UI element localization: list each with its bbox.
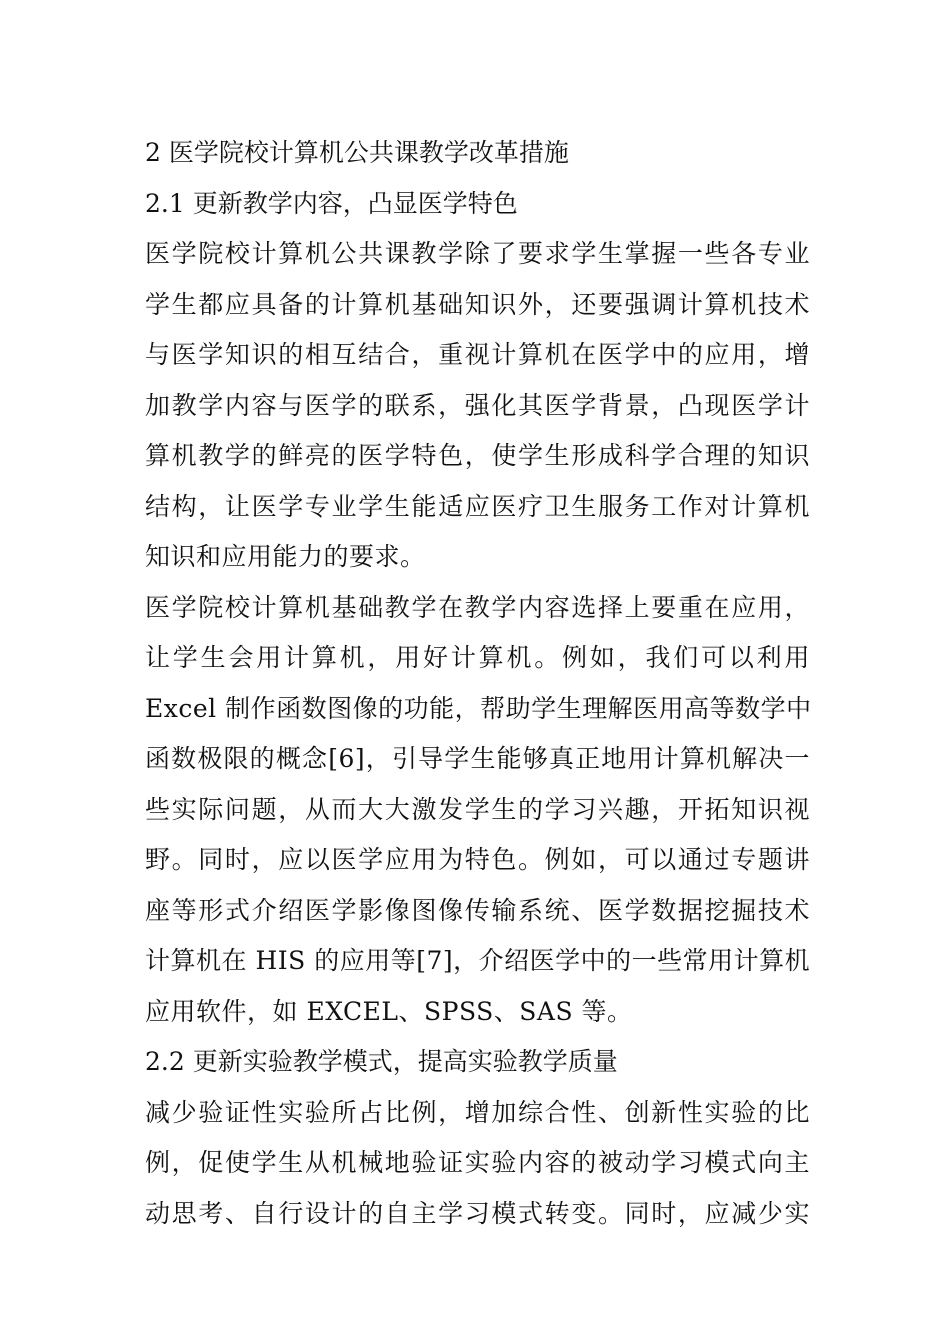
paragraph-line: 减少验证性实验所占比例，增加综合性、创新性实验的比 — [145, 1097, 810, 1127]
paragraph-2 — [145, 583, 810, 1038]
paragraph-line: 结构，让医学专业学生能适应医疗卫生服务工作对计算机 — [145, 491, 810, 521]
paragraph-line: 与医学知识的相互结合，重视计算机在医学中的应用，增 — [145, 340, 810, 369]
paragraph-3 — [145, 1088, 810, 1240]
paragraph-line: 动思考、自行设计的自主学习模式转变。同时，应减少实 — [145, 1198, 810, 1228]
paragraph-line: Excel 制作函数图像的功能，帮助学生理解医用高等数学中 — [145, 693, 812, 723]
paragraph-line: 医学院校计算机基础教学在教学内容选择上要重在应用， — [145, 592, 810, 622]
paragraph-line: 例，促使学生从机械地验证实验内容的被动学习模式向主 — [145, 1148, 810, 1177]
section-heading-2: 2 医学院校计算机公共课教学改革措施 — [145, 138, 569, 167]
paragraph-line: 学生都应具备的计算机基础知识外，还要强调计算机技术 — [145, 289, 810, 319]
paragraph-line: 野。同时，应以医学应用为特色。例如，可以通过专题讲 — [145, 845, 810, 874]
paragraph-line: 座等形式介绍医学影像图像传输系统、医学数据挖掘技术 — [145, 895, 810, 925]
paragraph-1 — [145, 229, 810, 583]
paragraph-line: 应用软件，如 EXCEL、SPSS、SAS 等。 — [145, 996, 633, 1026]
section-heading-2-1: 2.1 更新教学内容，凸显医学特色 — [145, 188, 518, 218]
section-heading-2-2: 2.2 更新实验教学模式，提高实验教学质量 — [145, 1047, 618, 1076]
paragraph-line: 函数极限的概念[6]，引导学生能够真正地用计算机解决一 — [145, 744, 810, 773]
paragraph-line: 些实际问题，从而大大激发学生的学习兴趣，开拓知识视 — [145, 794, 810, 824]
paragraph-line: 医学院校计算机公共课教学除了要求学生掌握一些各专业 — [145, 239, 810, 268]
paragraph-line: 加教学内容与医学的联系，强化其医学背景，凸现医学计 — [145, 390, 810, 420]
paragraph-line: 算机教学的鲜亮的医学特色，使学生形成科学合理的知识 — [145, 441, 810, 470]
paragraph-line: 计算机在 HIS 的应用等[7]，介绍医学中的一些常用计算机 — [145, 946, 811, 975]
document-page — [145, 128, 810, 1239]
paragraph-line: 让学生会用计算机，用好计算机。例如，我们可以利用 — [145, 643, 810, 672]
paragraph-line: 知识和应用能力的要求。 — [145, 542, 426, 571]
